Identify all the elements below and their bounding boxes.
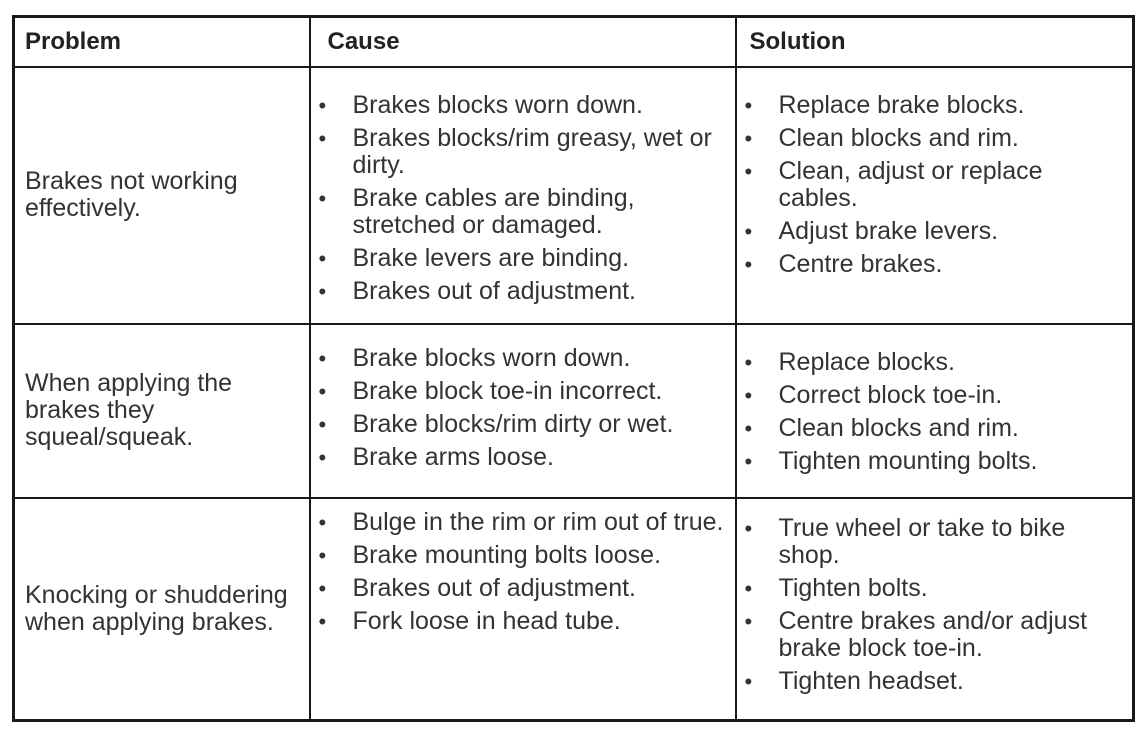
solution-cell: [736, 324, 1134, 498]
list-item: • Correct block toe-in.: [744, 380, 1003, 409]
bullet-icon: •: [318, 411, 327, 437]
bullet-icon: •: [318, 245, 327, 271]
solution-list: [737, 349, 1133, 475]
table-row: [14, 498, 1134, 721]
solution-list: [737, 92, 1133, 278]
cause-list: [311, 92, 735, 305]
list-item: • Fork loose in head tube.: [318, 606, 621, 635]
list-item: • Centre brakes.: [744, 249, 943, 278]
bullet-icon: •: [318, 542, 327, 568]
bullet-icon: •: [744, 575, 753, 601]
bullet-icon: •: [318, 185, 327, 211]
list-item: • Brake blocks/rim dirty or wet.: [318, 409, 674, 438]
bullet-icon: •: [744, 92, 753, 118]
problem-cell: Knocking or shuddering when applying brakes.: [14, 498, 310, 721]
bullet-icon: •: [744, 349, 753, 375]
list-item: • Brakes out of adjustment.: [318, 573, 636, 602]
header-cause: Cause: [310, 17, 736, 67]
list-item: • Brake blocks worn down.: [318, 343, 631, 372]
bullet-icon: •: [744, 515, 753, 541]
bullet-icon: •: [318, 444, 327, 470]
cause-cell: [310, 67, 736, 324]
solution-cell: [736, 498, 1134, 721]
list-item: • Tighten mounting bolts.: [744, 446, 1038, 475]
bullet-icon: •: [744, 218, 753, 244]
bullet-icon: •: [318, 575, 327, 601]
list-item: • Brake mounting bolts loose.: [318, 540, 662, 569]
problem-cell: When applying the brakes they squeal/squeak.: [14, 324, 310, 498]
bullet-icon: •: [744, 448, 753, 474]
bullet-icon: •: [744, 608, 753, 634]
solution-list: [737, 515, 1133, 695]
list-item: • Adjust brake levers.: [744, 216, 999, 245]
bullet-icon: •: [318, 92, 327, 118]
table-row: [14, 67, 1134, 324]
troubleshooting-table: [12, 15, 1135, 722]
list-item: • Replace blocks.: [744, 347, 955, 376]
list-item: • Tighten bolts.: [744, 573, 928, 602]
list-item: • Brake arms loose.: [318, 442, 554, 471]
list-item: • Brake levers are binding.: [318, 243, 630, 272]
list-item: • Clean blocks and rim.: [744, 413, 1019, 442]
list-item: • Replace brake blocks.: [744, 90, 1025, 119]
list-item: • True wheel or take to bike shop.: [744, 513, 1066, 569]
table-row: [14, 324, 1134, 498]
cause-cell: [310, 498, 736, 721]
bullet-icon: •: [744, 382, 753, 408]
bullet-icon: •: [744, 251, 753, 277]
bullet-icon: •: [318, 378, 327, 404]
bullet-icon: •: [744, 668, 753, 694]
list-item: • Centre brakes and/or adjust brake block toe-in.: [744, 606, 1088, 662]
bullet-icon: •: [318, 509, 327, 535]
header-problem: Problem: [14, 17, 310, 67]
list-item: • Brake cables are binding, stretched or damaged.: [318, 183, 635, 239]
bullet-icon: •: [318, 345, 327, 371]
bullet-icon: •: [744, 125, 753, 151]
list-item: • Clean, adjust or replace cables.: [744, 156, 1043, 212]
list-item: • Clean blocks and rim.: [744, 123, 1019, 152]
list-item: • Tighten headset.: [744, 666, 964, 695]
cause-list: [311, 345, 735, 471]
list-item: • Bulge in the rim or rim out of true.: [318, 507, 724, 536]
list-item: • Brakes blocks/rim greasy, wet or dirty.: [318, 123, 712, 179]
header-row: [14, 17, 1134, 67]
header-solution: Solution: [736, 17, 1134, 67]
bullet-icon: •: [744, 415, 753, 441]
cause-cell: [310, 324, 736, 498]
list-item: • Brakes blocks worn down.: [318, 90, 643, 119]
list-item: • Brake block toe-in incorrect.: [318, 376, 663, 405]
bullet-icon: •: [318, 278, 327, 304]
problem-cell: Brakes not working effectively.: [14, 67, 310, 324]
bullet-icon: •: [744, 158, 753, 184]
bullet-icon: •: [318, 125, 327, 151]
list-item: • Brakes out of adjustment.: [318, 276, 636, 305]
cause-list: [311, 509, 735, 635]
bullet-icon: •: [318, 608, 327, 634]
solution-cell: [736, 67, 1134, 324]
